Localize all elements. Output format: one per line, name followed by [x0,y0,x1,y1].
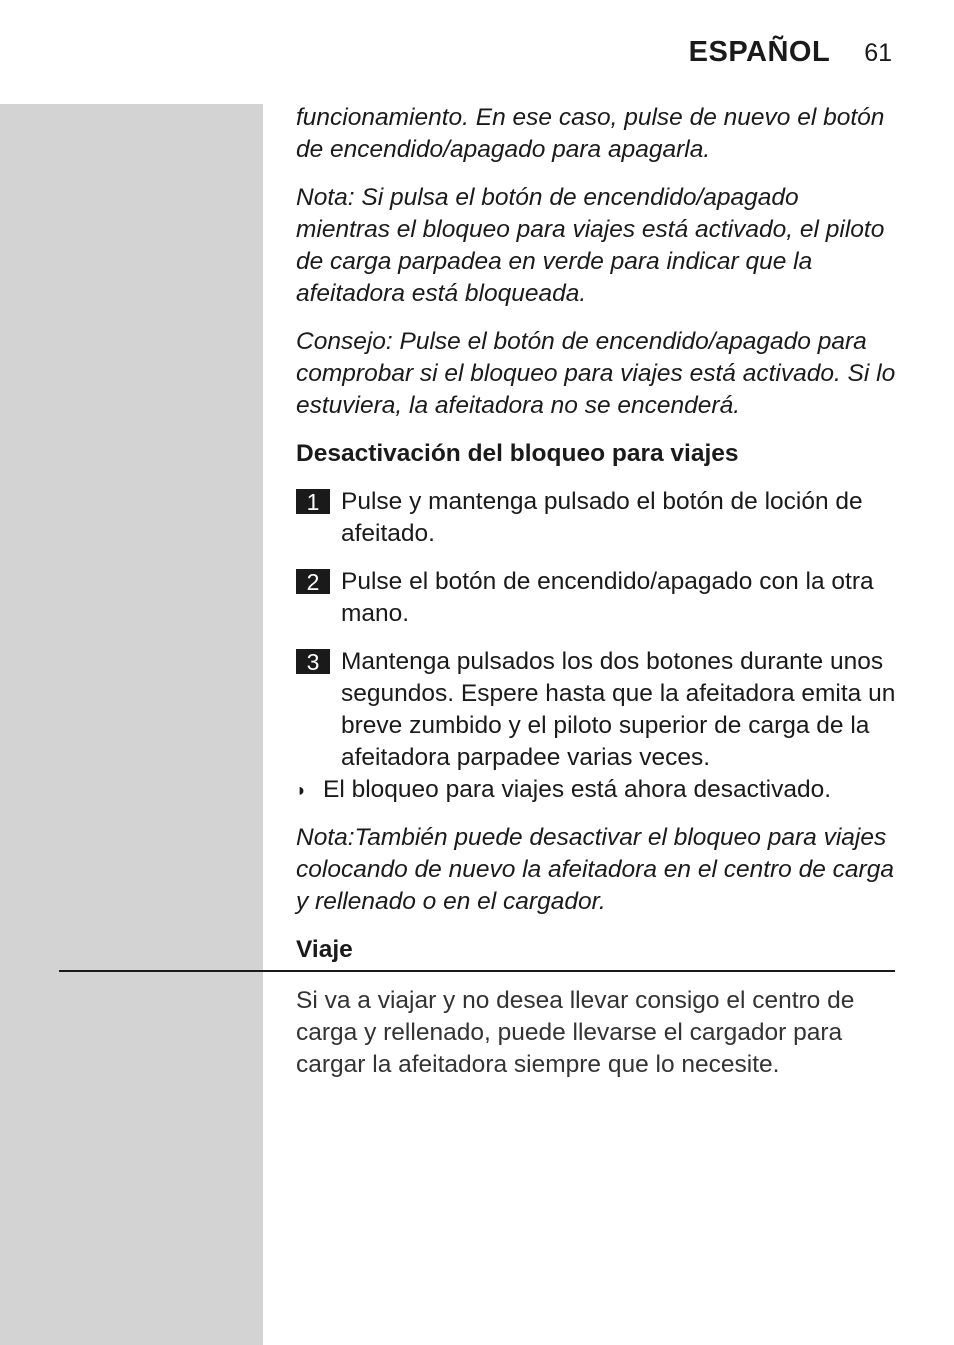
note-paragraph-2: Nota:También puede desactivar el bloqueo para viajes colocando de nuevo la afeitadora en el centro de carga y rellenado o en el cargador. [296,824,894,915]
step-item [296,566,896,630]
section-divider [59,970,895,972]
result-marker-icon: ◗ [296,780,307,800]
intro-paragraph: funcionamiento. En ese caso, pulse de nuevo el botón de encendido/apagado para apagarla. [296,104,885,163]
step-number-badge: 1 [296,489,330,514]
main-content [296,102,896,966]
travel-paragraph: Si va a viajar y no desea llevar consigo el centro de carga y rellenado, puede llevarse el cargador para cargar la afeitadora siempre que lo necesite. [296,987,855,1078]
result-item [296,774,896,806]
note-paragraph: Nota: Si pulsa el botón de encendido/apagado mientras el bloqueo para viajes está activado, el piloto de carga parpadea en verde para indicar que la afeitadora está bloqueada. [296,184,885,307]
language-label: ESPAÑOL [688,36,831,68]
step-text: Pulse el botón de encendido/apagado con la otra mano. [341,568,874,627]
page-number: 61 [864,39,892,67]
section-heading-travel: Viaje [296,936,353,963]
section-heading-deactivation: Desactivación del bloqueo para viajes [296,440,739,467]
step-text: Pulse y mantenga pulsado el botón de loción de afeitado. [341,488,863,547]
page-header [689,36,892,69]
step-number-badge: 3 [296,649,330,674]
step-item [296,486,896,550]
sidebar-panel [0,104,263,1345]
tip-paragraph: Consejo: Pulse el botón de encendido/apagado para comprobar si el bloqueo para viajes está activado. Si lo estuviera, la afeitadora no se encenderá. [296,328,896,419]
step-text: Mantenga pulsados los dos botones durante unos segundos. Espere hasta que la afeitadora emita un breve zumbido y el piloto superior de carga de la afeitadora parpadee varias veces. [341,648,896,771]
step-item [296,646,896,774]
result-text: El bloqueo para viajes está ahora desactivado. [323,776,832,803]
step-number-badge: 2 [296,569,330,594]
